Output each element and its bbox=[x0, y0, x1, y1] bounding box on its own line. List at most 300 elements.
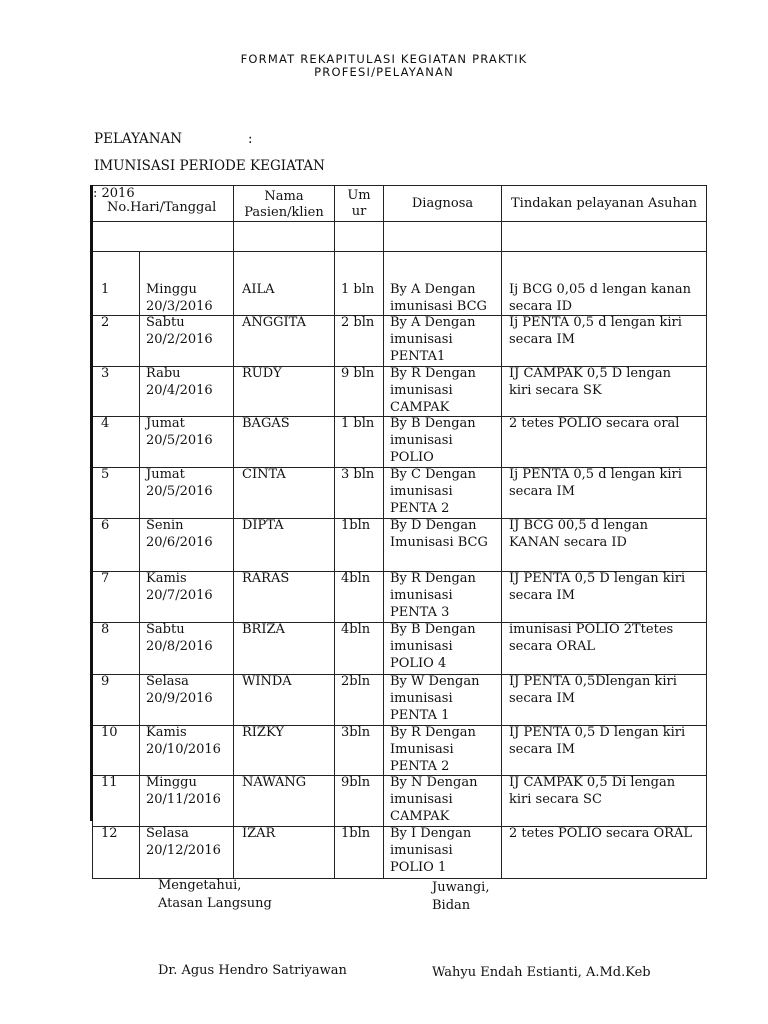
row-nama-cell bbox=[234, 468, 335, 519]
row-no-text: 1 bbox=[101, 282, 110, 297]
table-row bbox=[93, 726, 707, 776]
row-tindakan bbox=[502, 621, 706, 655]
row-tindakan bbox=[502, 314, 706, 348]
row-tindakan-line: 2 tetes POLIO secara oral bbox=[509, 416, 680, 431]
row-no-text: 3 bbox=[101, 366, 110, 381]
row-diagnosa-line: By A Dengan bbox=[390, 315, 476, 330]
row-nama bbox=[234, 570, 334, 587]
row-no-text: 6 bbox=[101, 518, 110, 533]
row-diagnosa-line: CAMPAK bbox=[390, 400, 450, 415]
row-nama-text: WINDA bbox=[242, 674, 292, 689]
table-row bbox=[93, 316, 707, 367]
title-line-1: FORMAT REKAPITULASI KEGIATAN PRAKTIK bbox=[240, 52, 528, 66]
row-day-date bbox=[140, 281, 233, 315]
blank-cell bbox=[384, 222, 502, 252]
row-nama bbox=[234, 673, 334, 690]
row-tindakan-cell bbox=[502, 572, 707, 623]
row-diagnosa-line: Imunisasi bbox=[390, 742, 454, 757]
header-tindakan: Tindakan pelayanan Asuhan bbox=[502, 186, 707, 222]
row-diagnosa-line: By N Dengan bbox=[390, 775, 478, 790]
row-nama bbox=[234, 825, 334, 842]
row-umur-cell bbox=[335, 519, 384, 572]
row-no-cell bbox=[93, 519, 140, 572]
header-umur-text: Umur bbox=[347, 187, 371, 219]
row-no-text: 7 bbox=[101, 571, 110, 586]
row-umur-cell bbox=[335, 367, 384, 417]
row-umur bbox=[335, 365, 383, 382]
row-tanggal: 20/2/2016 bbox=[146, 332, 213, 347]
row-no bbox=[93, 314, 139, 331]
row-umur bbox=[335, 621, 383, 638]
row-nama bbox=[234, 774, 334, 791]
table-row bbox=[93, 776, 707, 827]
row-tanggal: 20/9/2016 bbox=[146, 691, 213, 706]
pelayanan-colon: : bbox=[248, 131, 253, 147]
blank-cell bbox=[93, 222, 234, 252]
row-hari: Rabu bbox=[146, 366, 181, 381]
row-tindakan-line: IJ PENTA 0,5Dlengan kiri bbox=[509, 674, 677, 689]
table-row bbox=[93, 675, 707, 726]
row-umur-text: 4bln bbox=[341, 571, 371, 586]
table-header-row bbox=[93, 186, 707, 222]
row-day-date bbox=[140, 314, 233, 348]
row-nama bbox=[234, 724, 334, 741]
row-nama-cell bbox=[234, 572, 335, 623]
row-hari: Kamis bbox=[146, 571, 187, 586]
row-tindakan-line: IJ CAMPAK 0,5 D lengan bbox=[509, 366, 671, 381]
row-umur bbox=[335, 774, 383, 791]
signature-left-line1: Mengetahui, bbox=[158, 878, 242, 893]
row-tindakan bbox=[502, 415, 706, 432]
row-nama-text: CINTA bbox=[242, 467, 286, 482]
row-tanggal: 20/5/2016 bbox=[146, 433, 213, 448]
row-day-date bbox=[140, 724, 233, 758]
row-day-date bbox=[140, 570, 233, 604]
row-tindakan-line: Ij PENTA 0,5 d lengan kiri bbox=[509, 467, 682, 482]
row-nama-text: RIZKY bbox=[242, 725, 284, 740]
table-row bbox=[93, 623, 707, 675]
row-diagnosa-line: PENTA 2 bbox=[390, 501, 450, 516]
row-tindakan-cell bbox=[502, 623, 707, 675]
row-tanggal: 20/4/2016 bbox=[146, 383, 213, 398]
row-tindakan-cell bbox=[502, 367, 707, 417]
row-umur bbox=[335, 517, 383, 534]
row-tindakan-line: kiri secara SK bbox=[509, 383, 602, 398]
row-diagnosa-cell bbox=[384, 776, 502, 827]
blank-cell bbox=[335, 222, 384, 252]
row-umur-cell bbox=[335, 827, 384, 879]
row-no-cell bbox=[93, 316, 140, 367]
table-row bbox=[93, 572, 707, 623]
row-diagnosa-line: PENTA 3 bbox=[390, 605, 450, 620]
row-day-date bbox=[140, 466, 233, 500]
row-nama bbox=[234, 466, 334, 483]
row-diagnosa-line: By R Dengan bbox=[390, 366, 476, 381]
row-tindakan-cell bbox=[502, 417, 707, 468]
row-no-cell bbox=[93, 417, 140, 468]
row-no bbox=[93, 774, 139, 791]
row-nama-cell bbox=[234, 776, 335, 827]
signature-right-line2: Bidan bbox=[432, 898, 471, 913]
row-no-cell bbox=[93, 468, 140, 519]
row-tindakan-line: secara IM bbox=[509, 742, 575, 757]
row-nama-text: BRIZA bbox=[242, 622, 285, 637]
row-no-cell bbox=[93, 572, 140, 623]
signature-right-name: Wahyu Endah Estianti, A.Md.Keb bbox=[432, 965, 651, 980]
row-tanggal: 20/11/2016 bbox=[146, 792, 221, 807]
row-diagnosa bbox=[384, 724, 501, 775]
row-tindakan-cell bbox=[502, 675, 707, 726]
row-tindakan bbox=[502, 281, 706, 315]
row-nama-text: NAWANG bbox=[242, 775, 307, 790]
row-tindakan bbox=[502, 517, 706, 551]
row-no-cell bbox=[93, 675, 140, 726]
row-diagnosa-cell bbox=[384, 572, 502, 623]
row-diagnosa-line: Imunisasi BCG bbox=[390, 535, 488, 550]
title-line-2: PROFESI/PELAYANAN bbox=[314, 65, 454, 79]
row-nama-cell bbox=[234, 367, 335, 417]
row-tanggal: 20/5/2016 bbox=[146, 484, 213, 499]
row-diagnosa-line: By D Dengan bbox=[390, 518, 477, 533]
row-umur-cell bbox=[335, 726, 384, 776]
row-day-date-cell bbox=[140, 572, 234, 623]
row-no-text: 9 bbox=[101, 674, 110, 689]
row-hari: Jumat bbox=[146, 467, 185, 482]
row-day-date-cell bbox=[140, 675, 234, 726]
row-umur-text: 3bln bbox=[341, 725, 371, 740]
row-diagnosa-line: PENTA 1 bbox=[390, 708, 450, 723]
row-diagnosa-line: CAMPAK bbox=[390, 809, 450, 824]
header-umur bbox=[335, 186, 384, 222]
row-diagnosa-line: POLIO 1 bbox=[390, 860, 447, 875]
row-diagnosa-line: By W Dengan bbox=[390, 674, 480, 689]
row-diagnosa bbox=[384, 365, 501, 416]
row-nama-text: DIPTA bbox=[242, 518, 284, 533]
blank-cell bbox=[234, 222, 335, 252]
row-no bbox=[93, 415, 139, 432]
row-tindakan-line: IJ CAMPAK 0,5 Di lengan bbox=[509, 775, 676, 790]
row-tindakan-line: Ij PENTA 0,5 d lengan kiri bbox=[509, 315, 682, 330]
row-tindakan-line: secara IM bbox=[509, 691, 575, 706]
row-day-date bbox=[140, 673, 233, 707]
row-day-date bbox=[140, 621, 233, 655]
row-nama-cell bbox=[234, 726, 335, 776]
row-hari: Selasa bbox=[146, 674, 189, 689]
row-tindakan-line: secara ORAL bbox=[509, 639, 595, 654]
signature-right-line1: Juwangi, bbox=[432, 880, 490, 895]
row-no-text: 12 bbox=[101, 826, 118, 841]
row-nama bbox=[234, 281, 334, 298]
table-row bbox=[93, 827, 707, 879]
row-diagnosa-line: imunisasi bbox=[390, 484, 453, 499]
table-row bbox=[93, 252, 707, 316]
row-tindakan-cell bbox=[502, 726, 707, 776]
row-nama-text: RUDY bbox=[242, 366, 282, 381]
row-nama-text: ANGGITA bbox=[242, 315, 307, 330]
row-tindakan-cell bbox=[502, 776, 707, 827]
row-diagnosa-line: By R Dengan bbox=[390, 725, 476, 740]
row-diagnosa-line: imunisasi bbox=[390, 691, 453, 706]
blank-cell bbox=[502, 222, 707, 252]
row-day-date-cell bbox=[140, 726, 234, 776]
row-tindakan-line: IJ PENTA 0,5 D lengan kiri bbox=[509, 571, 686, 586]
row-tindakan-line: IJ BCG 00,5 d lengan bbox=[509, 518, 648, 533]
row-no-text: 8 bbox=[101, 622, 110, 637]
row-no-cell bbox=[93, 367, 140, 417]
row-no bbox=[93, 281, 139, 298]
row-nama-text: RARAS bbox=[242, 571, 290, 586]
row-tindakan-line: KANAN secara ID bbox=[509, 535, 627, 550]
row-diagnosa-cell bbox=[384, 252, 502, 316]
row-diagnosa-line: imunisasi bbox=[390, 588, 453, 603]
row-diagnosa-line: By B Dengan bbox=[390, 416, 476, 431]
row-hari: Kamis bbox=[146, 725, 187, 740]
row-day-date-cell bbox=[140, 468, 234, 519]
row-diagnosa bbox=[384, 281, 501, 315]
document-title bbox=[0, 53, 768, 79]
header-nama-text: Nama Pasien/klien bbox=[244, 188, 324, 220]
row-day-date bbox=[140, 774, 233, 808]
row-tindakan-line: secara IM bbox=[509, 588, 575, 603]
row-umur-text: 3 bln bbox=[341, 467, 375, 482]
row-day-date-cell bbox=[140, 417, 234, 468]
row-tindakan-cell bbox=[502, 519, 707, 572]
row-tindakan-line: imunisasi POLIO 2Ttetes bbox=[509, 622, 674, 637]
row-diagnosa-line: imunisasi bbox=[390, 639, 453, 654]
row-nama-cell bbox=[234, 827, 335, 879]
row-tindakan-line: Ij BCG 0,05 d lengan kanan bbox=[509, 282, 692, 297]
row-umur-text: 1bln bbox=[341, 518, 371, 533]
row-umur bbox=[335, 673, 383, 690]
row-no-cell bbox=[93, 726, 140, 776]
row-tindakan-line: IJ PENTA 0,5 D lengan kiri bbox=[509, 725, 686, 740]
row-umur-cell bbox=[335, 776, 384, 827]
row-nama bbox=[234, 621, 334, 638]
row-tindakan-cell bbox=[502, 827, 707, 879]
row-no bbox=[93, 621, 139, 638]
row-umur bbox=[335, 825, 383, 842]
row-umur bbox=[335, 466, 383, 483]
row-hari: Selasa bbox=[146, 826, 189, 841]
row-diagnosa bbox=[384, 673, 501, 724]
row-nama-text: IZAR bbox=[242, 826, 276, 841]
signature-left-name: Dr. Agus Hendro Satriyawan bbox=[158, 963, 347, 978]
row-tindakan bbox=[502, 673, 706, 707]
row-umur-text: 2bln bbox=[341, 674, 371, 689]
row-tindakan bbox=[502, 570, 706, 604]
row-umur bbox=[335, 570, 383, 587]
row-umur-text: 9bln bbox=[341, 775, 371, 790]
row-day-date-cell bbox=[140, 623, 234, 675]
row-hari: Sabtu bbox=[146, 315, 185, 330]
row-umur-cell bbox=[335, 316, 384, 367]
row-tindakan bbox=[502, 825, 706, 842]
row-diagnosa-cell bbox=[384, 468, 502, 519]
row-diagnosa-line: imunisasi bbox=[390, 843, 453, 858]
row-diagnosa-cell bbox=[384, 367, 502, 417]
header-nama bbox=[234, 186, 335, 222]
table-row bbox=[93, 417, 707, 468]
row-tindakan bbox=[502, 724, 706, 758]
row-no bbox=[93, 673, 139, 690]
row-day-date bbox=[140, 517, 233, 551]
row-no-text: 11 bbox=[101, 775, 118, 790]
row-diagnosa-line: By R Dengan bbox=[390, 571, 476, 586]
row-day-date-cell bbox=[140, 519, 234, 572]
row-diagnosa-cell bbox=[384, 519, 502, 572]
row-diagnosa-line: PENTA1 bbox=[390, 349, 446, 364]
row-diagnosa-line: imunisasi bbox=[390, 383, 453, 398]
row-no bbox=[93, 724, 139, 741]
row-umur-text: 1bln bbox=[341, 826, 371, 841]
row-diagnosa-line: By A Dengan bbox=[390, 282, 476, 297]
row-tindakan-cell bbox=[502, 468, 707, 519]
row-tindakan bbox=[502, 774, 706, 808]
row-hari: Minggu bbox=[146, 775, 197, 790]
row-diagnosa-line: imunisasi bbox=[390, 792, 453, 807]
row-no bbox=[93, 466, 139, 483]
row-umur-cell bbox=[335, 675, 384, 726]
row-diagnosa-cell bbox=[384, 316, 502, 367]
row-tanggal: 20/7/2016 bbox=[146, 588, 213, 603]
row-diagnosa-cell bbox=[384, 417, 502, 468]
row-tindakan-line: 2 tetes POLIO secara ORAL bbox=[509, 826, 692, 841]
row-nama-cell bbox=[234, 519, 335, 572]
row-hari: Minggu bbox=[146, 282, 197, 297]
row-umur-text: 4bln bbox=[341, 622, 371, 637]
row-no-text: 5 bbox=[101, 467, 110, 482]
row-day-date-cell bbox=[140, 776, 234, 827]
row-umur-cell bbox=[335, 252, 384, 316]
row-diagnosa bbox=[384, 415, 501, 466]
row-diagnosa-line: POLIO 4 bbox=[390, 656, 447, 671]
periode-year: : 2016 bbox=[93, 186, 135, 201]
header-diagnosa: Diagnosa bbox=[384, 186, 502, 222]
row-diagnosa-line: By I Dengan bbox=[390, 826, 472, 841]
row-diagnosa bbox=[384, 314, 501, 365]
row-tindakan-cell bbox=[502, 252, 707, 316]
row-nama bbox=[234, 365, 334, 382]
row-day-date bbox=[140, 415, 233, 449]
row-nama-cell bbox=[234, 623, 335, 675]
row-diagnosa bbox=[384, 621, 501, 672]
row-tanggal: 20/6/2016 bbox=[146, 535, 213, 550]
row-tanggal: 20/10/2016 bbox=[146, 742, 221, 757]
row-umur bbox=[335, 314, 383, 331]
row-umur bbox=[335, 724, 383, 741]
row-day-date-cell bbox=[140, 827, 234, 879]
row-umur-text: 9 bln bbox=[341, 366, 375, 381]
row-diagnosa-cell bbox=[384, 726, 502, 776]
row-diagnosa-line: By C Dengan bbox=[390, 467, 477, 482]
signature-left bbox=[158, 877, 272, 913]
row-tanggal: 20/3/2016 bbox=[146, 299, 213, 314]
row-tindakan-cell bbox=[502, 316, 707, 367]
row-tanggal: 20/8/2016 bbox=[146, 639, 213, 654]
row-no-text: 2 bbox=[101, 315, 110, 330]
row-umur-cell bbox=[335, 417, 384, 468]
row-day-date bbox=[140, 825, 233, 859]
blank-row bbox=[93, 222, 707, 252]
row-hari: Jumat bbox=[146, 416, 185, 431]
row-nama-cell bbox=[234, 252, 335, 316]
row-nama-cell bbox=[234, 675, 335, 726]
row-day-date-cell bbox=[140, 367, 234, 417]
row-nama-text: AILA bbox=[242, 282, 275, 297]
row-diagnosa bbox=[384, 774, 501, 825]
row-umur bbox=[335, 281, 383, 298]
row-no-text: 4 bbox=[101, 416, 110, 431]
row-nama-text: BAGAS bbox=[242, 416, 290, 431]
row-no-cell bbox=[93, 776, 140, 827]
rekap-table bbox=[92, 185, 707, 879]
row-umur-text: 2 bln bbox=[341, 315, 375, 330]
row-nama-cell bbox=[234, 316, 335, 367]
row-diagnosa-line: POLIO bbox=[390, 450, 434, 465]
row-umur-cell bbox=[335, 623, 384, 675]
row-umur-cell bbox=[335, 572, 384, 623]
row-nama bbox=[234, 415, 334, 432]
row-diagnosa-cell bbox=[384, 623, 502, 675]
table-row bbox=[93, 519, 707, 572]
row-tindakan-line: kiri secara SC bbox=[509, 792, 602, 807]
row-diagnosa bbox=[384, 517, 501, 551]
row-nama-cell bbox=[234, 417, 335, 468]
row-no-cell bbox=[93, 623, 140, 675]
row-no-text: 10 bbox=[101, 725, 118, 740]
row-tindakan bbox=[502, 466, 706, 500]
row-diagnosa-line: imunisasi BCG bbox=[390, 299, 487, 314]
header-no-hari-tanggal: No.Hari/Tanggal bbox=[93, 186, 234, 222]
row-day-date-cell bbox=[140, 316, 234, 367]
row-nama bbox=[234, 314, 334, 331]
row-day-date-cell bbox=[140, 252, 234, 316]
row-umur-text: 1 bln bbox=[341, 416, 375, 431]
table-row bbox=[93, 367, 707, 417]
row-diagnosa bbox=[384, 466, 501, 517]
row-diagnosa-line: imunisasi bbox=[390, 433, 453, 448]
periode-label: IMUNISASI PERIODE KEGIATAN bbox=[94, 158, 325, 174]
row-tindakan bbox=[502, 365, 706, 399]
table-row bbox=[93, 468, 707, 519]
row-tindakan-line: secara IM bbox=[509, 484, 575, 499]
row-diagnosa-line: By B Dengan bbox=[390, 622, 476, 637]
row-umur bbox=[335, 415, 383, 432]
row-hari: Senin bbox=[146, 518, 184, 533]
row-no bbox=[93, 570, 139, 587]
row-diagnosa-cell bbox=[384, 675, 502, 726]
row-nama bbox=[234, 517, 334, 534]
row-no bbox=[93, 825, 139, 842]
signature-right bbox=[432, 879, 489, 915]
row-umur-cell bbox=[335, 468, 384, 519]
row-day-date bbox=[140, 365, 233, 399]
row-diagnosa bbox=[384, 825, 501, 876]
row-hari: Sabtu bbox=[146, 622, 185, 637]
row-diagnosa bbox=[384, 570, 501, 621]
row-diagnosa-line: PENTA 2 bbox=[390, 759, 450, 774]
row-no bbox=[93, 517, 139, 534]
row-no-cell bbox=[93, 827, 140, 879]
row-tindakan-line: secara ID bbox=[509, 299, 573, 314]
row-diagnosa-line: imunisasi bbox=[390, 332, 453, 347]
signature-left-line2: Atasan Langsung bbox=[158, 896, 272, 911]
row-tindakan-line: secara IM bbox=[509, 332, 575, 347]
row-no-cell bbox=[93, 252, 140, 316]
pelayanan-label: PELAYANAN bbox=[94, 131, 183, 147]
row-no bbox=[93, 365, 139, 382]
row-diagnosa-cell bbox=[384, 827, 502, 879]
